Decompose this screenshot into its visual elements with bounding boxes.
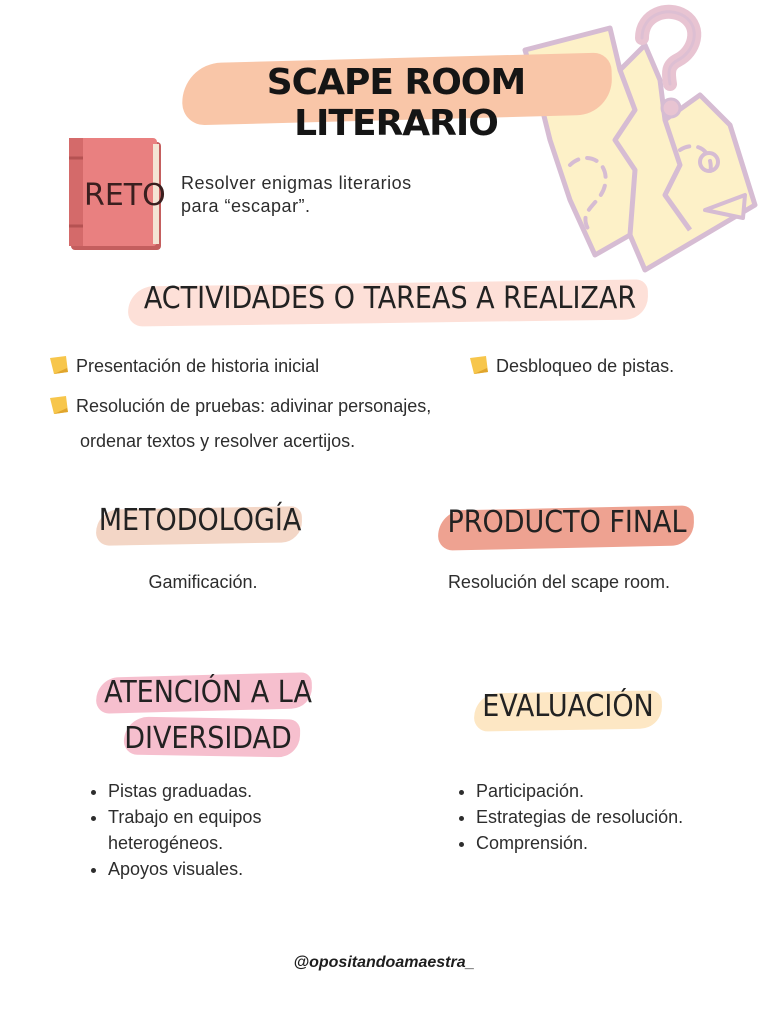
evaluacion-item: • Comprensión.	[476, 830, 746, 856]
reto-text-line2: para “escapar”.	[181, 195, 311, 216]
reto-text-line1: Resolver enigmas literarios	[181, 173, 412, 193]
diversidad-heading-line2: DIVERSIDAD	[124, 721, 292, 756]
diversidad-heading-line1: ATENCIÓN A LA	[104, 675, 312, 710]
diversidad-item: • Pistas graduadas.	[108, 778, 328, 804]
sticky-note-icon	[468, 354, 490, 376]
metodologia-heading: METODOLOGÍA	[98, 503, 302, 538]
activity-item-label: Presentación de historia inicial	[76, 356, 320, 376]
page-title: SCAPE ROOM LITERARIO	[266, 62, 526, 144]
sticky-note-icon	[48, 354, 70, 376]
sticky-note-icon	[48, 394, 70, 416]
diversidad-list	[88, 778, 328, 882]
activity-item	[48, 354, 319, 378]
diversidad-item: • Trabajo en equipos heterogéneos.	[108, 804, 278, 856]
evaluacion-item: • Participación.	[476, 778, 746, 804]
activity-item	[468, 354, 674, 378]
activity-item-label: Resolución de pruebas: adivinar personajes,	[76, 396, 432, 416]
diversidad-item: • Apoyos visuales.	[108, 856, 328, 882]
evaluacion-heading: EVALUACIÓN	[482, 689, 654, 724]
activity-item-continuation: ordenar textos y resolver acertijos.	[80, 431, 356, 451]
evaluacion-item: • Estrategias de resolución.	[476, 804, 746, 830]
footer-handle: @opositandoamaestra_	[293, 954, 475, 971]
reto-label: RETO	[84, 178, 166, 213]
producto-text: Resolución del scape room.	[447, 572, 671, 592]
producto-heading: PRODUCTO FINAL	[447, 505, 687, 540]
activity-item-label: Desbloqueo de pistas.	[496, 356, 675, 376]
diversidad-heading	[92, 670, 324, 762]
reto-text	[181, 172, 412, 217]
activity-item	[48, 394, 431, 418]
evaluacion-list	[456, 778, 746, 856]
metodologia-text: Gamificación.	[148, 572, 258, 592]
question-mark-icon	[628, 0, 708, 125]
activities-heading: ACTIVIDADES O TAREAS A REALIZAR	[143, 281, 637, 316]
